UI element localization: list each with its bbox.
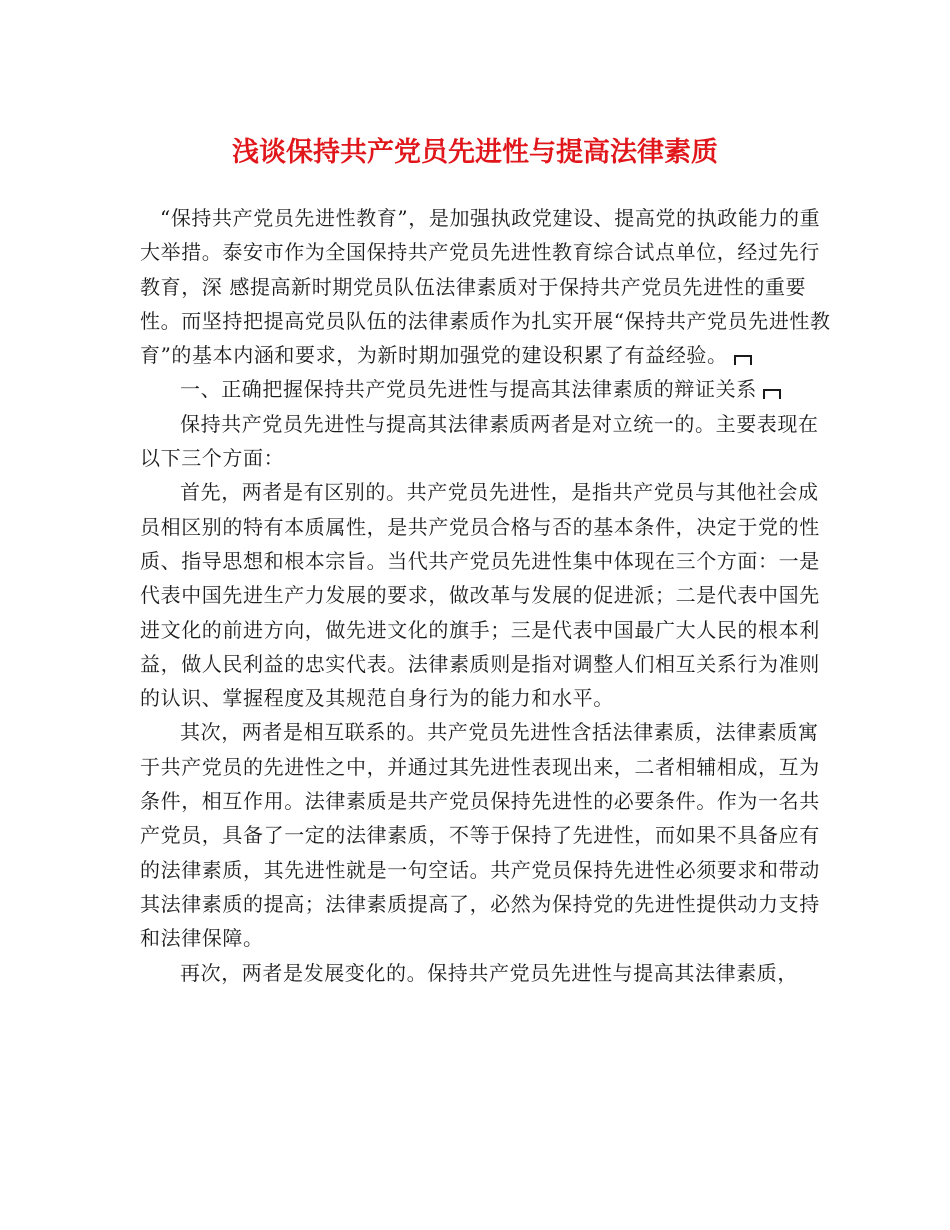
paragraph: 保持共产党员先进性与提高其法律素质两者是对立统一的。主要表现在以下三个方面：: [140, 411, 819, 471]
paragraph-mark-icon: [734, 355, 752, 365]
document-title: 浅谈保持共产党员先进性与提高法律素质: [232, 137, 718, 168]
paragraph: 首先，两者是有区别的。共产党员先进性，是指共产党员与其他社会成员相区别的特有本质属性，是共产党员合格与否的基本条件，决定于党的性质、指导思想和根本宗旨。当代共产党员先进性集中体现在三个方面：一是代表中国先进生产力发展的要求，做改革与发展的促进派；二是代表中国先进文化的前进方向，做先进文化的旗手；三是代表中国最广大人民的根本利益，做人民利益的忠实代表。法律素质则是指对调整人们相互关系行为准则的认识、掌握程度及其规范自身行为的能力和水平。: [140, 480, 820, 711]
section-heading: [140, 372, 832, 406]
paragraph-intro: [140, 201, 832, 372]
paragraph: 其次，两者是相互联系的。共产党员先进性含括法律素质，法律素质寓于共产党员的先进性之中，并通过其先进性表现出来，二者相辅相成，互为条件，相互作用。法律素质是共产党员保持先进性的必要条件。作为一名共产党员，具备了一定的法律素质，不等于保持了先进性，而如果不具备应有的法律素质，其先进性就是一句空话。共产党员保持先进性必须要求和带动其法律素质的提高；法律素质提高了，必然为保持党的先进性提供动力支持和法律保障。: [140, 720, 820, 951]
section-heading-text: 一、正确把握保持共产党员先进性与提高其法律素质的辩证关系: [180, 377, 757, 402]
document-body: [140, 201, 832, 990]
paragraph-intro-text: “保持共产党员先进性教育”，是加强执政党建设、提高党的执政能力的重大举措。泰安市作为全国保持共产党员先进性教育综合试点单位，经过先行教育，深 感提高新时期党员队伍法律素质对于保持共产党员先进性的重要性。而坚持把提高党员队伍的法律素质作为扎实开展“保持共产党员先进性教育”的基本内涵和要求，为新时期加强党的建设积累了有益经验。: [140, 206, 831, 368]
paragraph-mark-icon: [763, 389, 781, 399]
paragraph: 再次，两者是发展变化的。保持共产党员先进性与提高其法律素质，: [180, 960, 798, 985]
